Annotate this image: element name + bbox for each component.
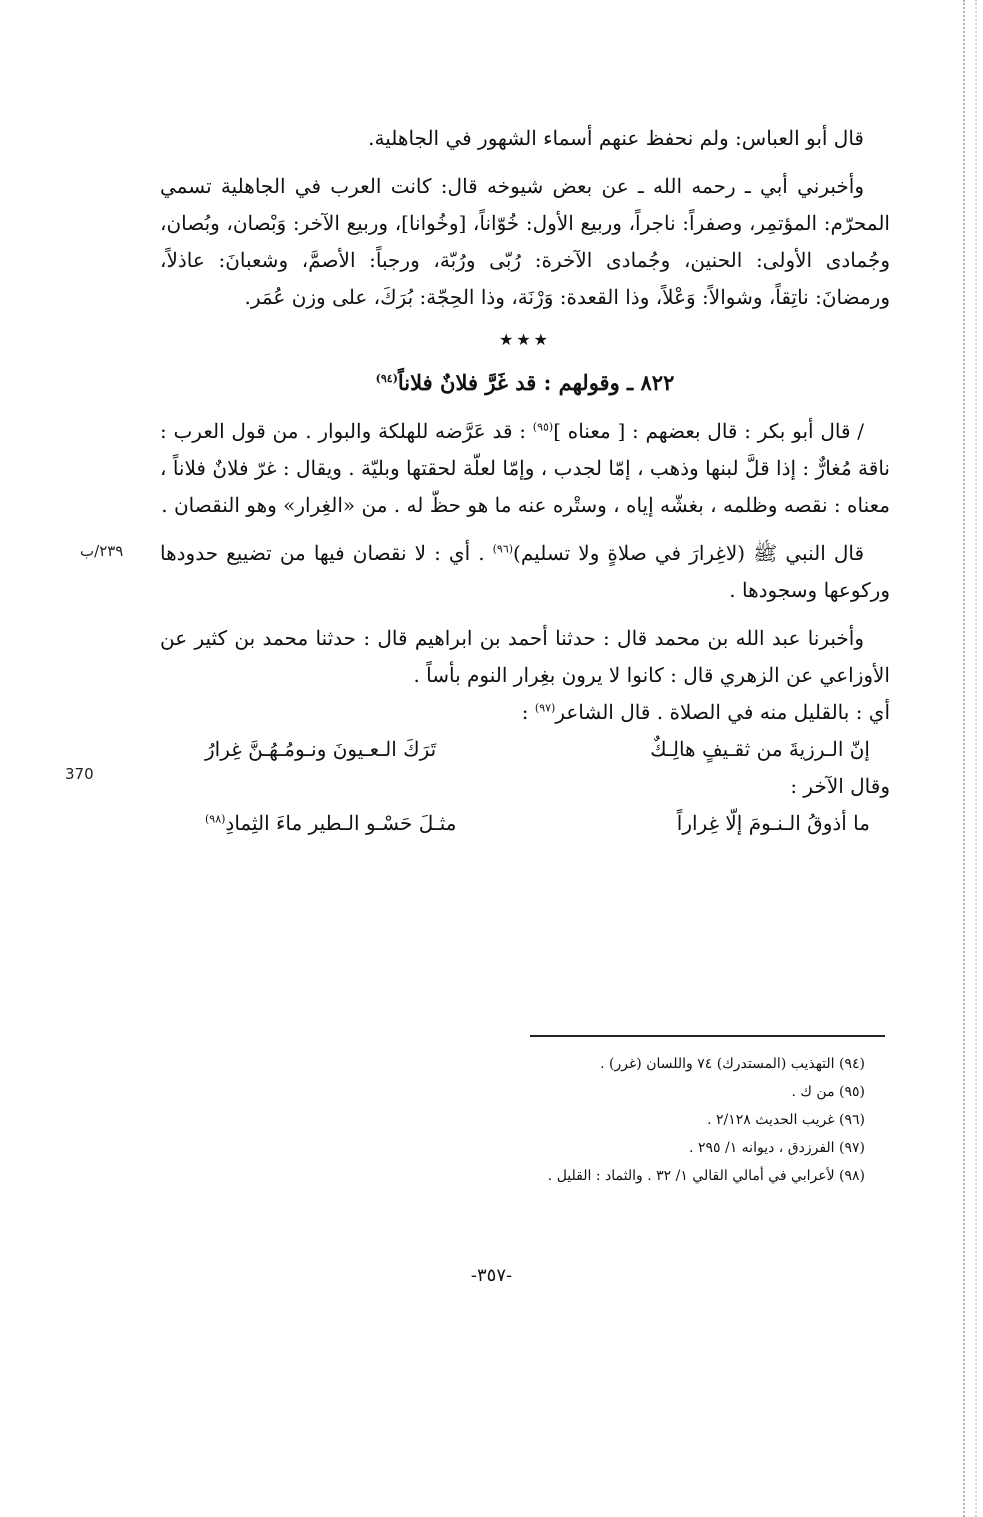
verse-text: مثـلَ حَسْـو الـطير ماءَ الثِمادِ — [225, 811, 457, 835]
footnote: (٩٦) غريب الحديث ٢/١٢٨ . — [707, 1112, 865, 1128]
section-heading — [160, 364, 890, 401]
footnote-ref: (٩٨) — [205, 812, 226, 826]
poem-verse — [160, 731, 890, 768]
verse-second-hemistich: تَرَكَ الـعـيونَ ونـومُـهُـنَّ غِرارُ — [205, 737, 437, 761]
footnote-ref: (٩٦) — [492, 542, 514, 556]
footnote: (٩٧) الفرزدق ، ديوانه ١/ ٢٩٥ . — [689, 1140, 865, 1156]
heading-text: ٨٢٢ ـ وقولهم : قد غَرَّ فلانٌ فلاناً — [397, 370, 675, 395]
paragraph-text: : — [521, 700, 535, 724]
paragraph-text: . أي : لا نقصان فيها من تضييع حدودها وركوعها وسجودها . — [160, 541, 890, 602]
manuscript-folio-marker: ٢٣٩/ب — [80, 542, 124, 560]
paragraph: قال أبو العباس: ولم نحفظ عنهم أسماء الشهور في الجاهلية. — [368, 126, 864, 150]
paragraph-text: قال النبي ﷺ (لاغِرارَ في صلاةٍ ولا تسليم) — [513, 541, 864, 565]
paragraph: وقال الآخر : — [790, 774, 890, 798]
paragraph: وأخبرنا عبد الله بن محمد قال : حدثنا أحمد بن ابراهيم قال : حدثنا محمد بن كثير عن الأوزاعي عن الزهري قال : كانوا لا يرون بغِرار النوم بأساً . — [160, 626, 890, 687]
paragraph-text: : قد عَرَّضه للهلكة والبوار . من قول العرب : ناقة مُغارٌّ : إذا قلَّ لبنها وذهب ، إمّا لجدب ، وإمّا لعلّة لحقتها وبليّة . ويقال : غرّ فلانٌ فلاناً ، معناه : نقصه وظلمه ، بغشّه إياه ، وستْره عنه ما هو حظّ له . من «الغِرار» وهو النقصان . — [160, 419, 890, 517]
footnote: (٩٥) من ك . — [791, 1084, 865, 1100]
footnote: (٩٨) لأعرابي في أمالي القالي ١/ ٣٢ . والثماد : القليل . — [547, 1168, 865, 1184]
footnote-divider — [530, 1035, 885, 1037]
paragraph-text: / قال أبو بكر : قال بعضهم : [ معناه ] — [553, 419, 864, 443]
poem-verse — [160, 805, 890, 842]
paragraph: وأخبرني أبي ـ رحمه الله ـ عن بعض شيوخه قال: كانت العرب في الجاهلية تسمي المحرّم: المؤتمِر، وصفراً: ناجراً، وربيع الأول: خُوّاناً، [وخُوانا]، وربيع الآخر: وَبْصان، وبُصان، وجُمادى الأولى: الحنين، وجُمادى الآخرة: رُبّى ورُبّة، ورجباً: الأصمَّ، وشعبانَ: عاذلاً، ورمضانَ: ناتِقاً، وشوالاً: وَعْلاً، وذا القعدة: وَرْنَة، وذا الحِجّة: بُرَكَ، على وزن عُمَر. — [160, 174, 890, 309]
paragraph — [160, 413, 890, 524]
footnotes — [380, 1050, 865, 1190]
page-number: -٣٥٧- — [470, 1265, 513, 1286]
paragraph-text: أي : بالقليل منه في الصلاة . قال الشاعر — [555, 700, 890, 724]
footnote-ref: (٩٤) — [375, 372, 398, 385]
page-body — [160, 120, 890, 842]
paragraph — [160, 535, 890, 609]
footnote: (٩٤) التهذيب (المستدرك) ٧٤ واللسان (غرر) . — [600, 1056, 865, 1072]
footnote-ref: (٩٥) — [532, 420, 554, 434]
verse-first-hemistich: إنّ الـرزيةَ من ثقـيفٍ هالِـكٌ — [650, 737, 870, 761]
paragraph — [160, 694, 890, 731]
page-edge-line — [963, 0, 965, 1517]
page-edge-line — [975, 0, 977, 1517]
footnote-ref: (٩٧) — [534, 701, 556, 715]
verse-first-hemistich: ما أذوقُ الـنـومَ إلّا غِراراً — [676, 811, 870, 835]
edition-page-reference: 370 — [65, 765, 94, 783]
verse-second-hemistich — [205, 805, 456, 842]
section-separator: ★★★ — [498, 330, 552, 349]
